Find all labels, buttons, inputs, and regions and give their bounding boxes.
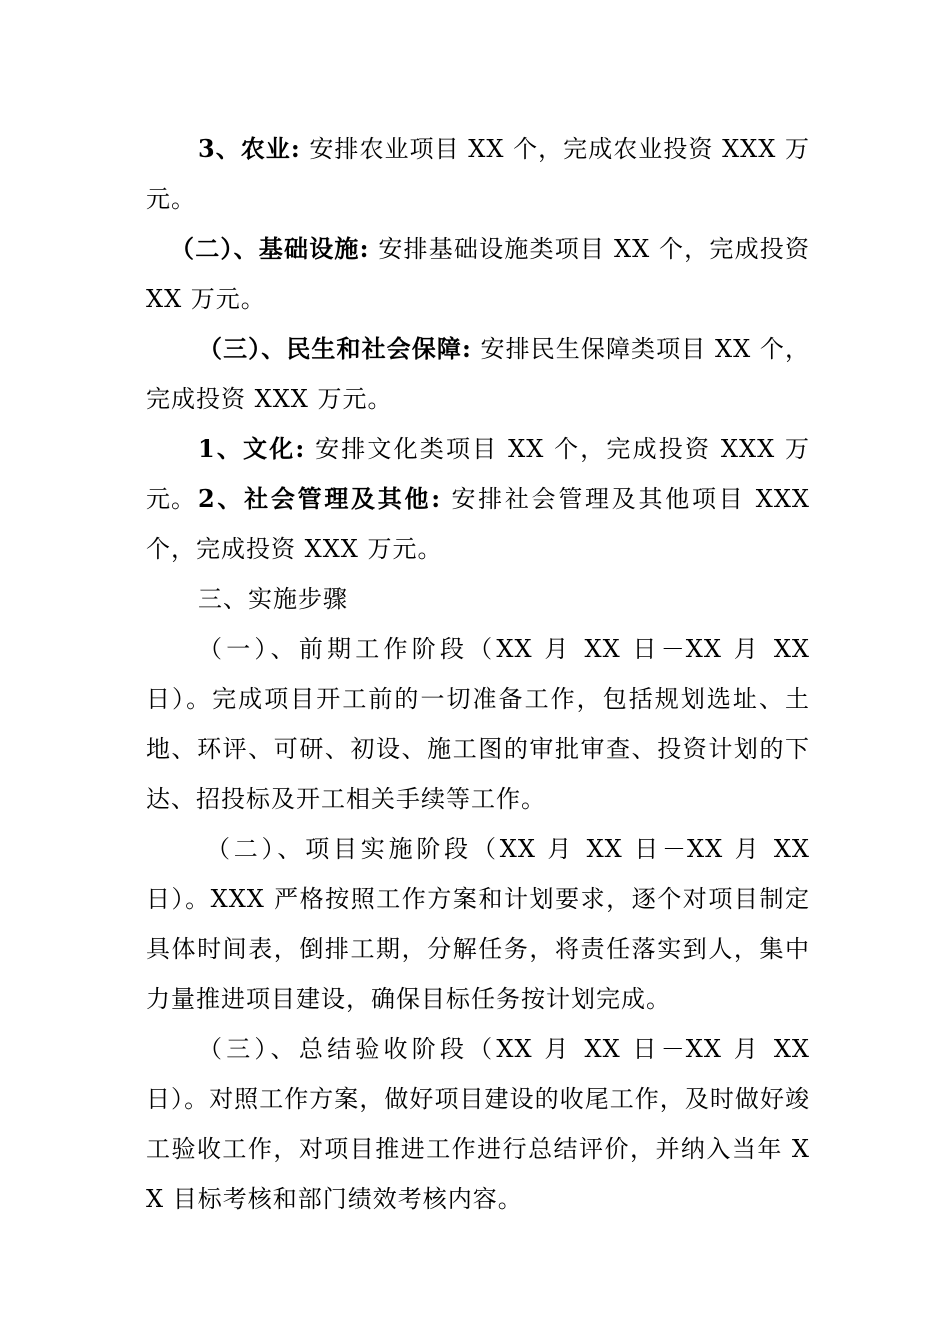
- paragraph-agriculture: [146, 124, 810, 224]
- step-implementation: （二）、项目实施阶段（XX 月 XX 日－XX 月 XX 日）。XXX 严格按照工作方案和计划要求，逐个对项目制定具体时间表，倒排工期，分解任务，将责任落实到人，集中力量推进项目建设，确保目标任务按计划完成。: [146, 835, 810, 1013]
- paragraph-text: 安排社会管理及其他项目 XXX 个，完成投资 XXX 万元。: [146, 485, 810, 563]
- paragraph-livelihood: [146, 324, 810, 424]
- paragraph-lead: 1、文化:: [198, 434, 306, 463]
- paragraph-lead: （三）、民生和社会保障:: [198, 334, 472, 363]
- section-heading: 三、实施步骤: [198, 585, 348, 613]
- paragraph-text: 安排民生保障类项目 XX 个，完成投资 XXX 万元。: [146, 335, 810, 413]
- paragraph-text: 安排文化类项目 XX 个，完成投资 XXX 万元。: [146, 435, 810, 513]
- paragraph-infrastructure: [146, 224, 810, 324]
- paragraph-social-management: [146, 474, 810, 574]
- paragraph-lead: 2、社会管理及其他:: [198, 484, 442, 513]
- paragraph-text: 安排农业项目 XX 个，完成农业投资 XXX 万元。: [146, 135, 810, 213]
- step-preparation: （一）、前期工作阶段（XX 月 XX 日－XX 月 XX 日）。完成项目开工前的一切准备工作，包括规划选址、土地、环评、可研、初设、施工图的审批审查、投资计划的下达、招投标及开工相关手续等工作。: [146, 635, 810, 813]
- step-acceptance: （三）、总结验收阶段（XX 月 XX 日－XX 月 XX 日）。对照工作方案，做好项目建设的收尾工作，及时做好竣工验收工作，对项目推进工作进行总结评价，并纳入当年 XX 目标考核和部门绩效考核内容。: [146, 1035, 810, 1213]
- paragraph-lead: 3、农业:: [198, 134, 301, 163]
- paragraph-text: 安排基础设施类项目 XX 个，完成投资 XX 万元。: [146, 235, 810, 313]
- paragraph-lead: （二）、基础设施:: [170, 234, 370, 263]
